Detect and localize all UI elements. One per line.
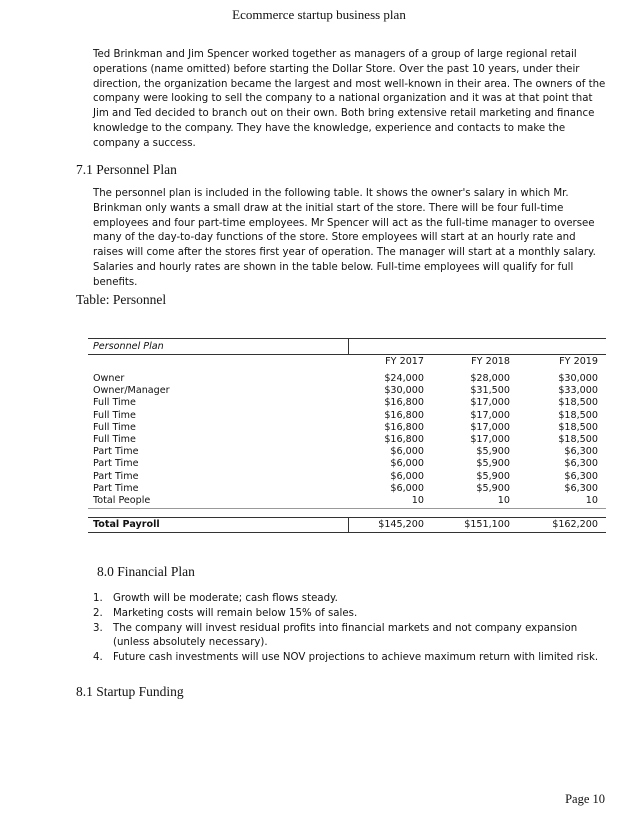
table-cell: $33,000 [558,385,598,397]
total-payroll-fy2019: $162,200 [552,519,598,530]
table-cell: $28,000 [470,373,510,384]
table-cell: $18,500 [558,434,598,445]
table-cell: $6,000 [390,446,424,458]
list-item-number: 2. [93,607,103,619]
table-caption: Table: Personnel [76,292,167,307]
list-item-number: 3. [93,622,103,634]
table-cell: $16,800 [384,434,424,445]
column-header-fy2017: FY 2017 [385,356,424,367]
table-total-top-rule [88,517,606,518]
total-payroll-fy2018: $151,100 [464,519,510,530]
total-payroll-label: Total Payroll [93,519,160,530]
table-cell: $5,900 [476,458,510,470]
list-item-text: Growth will be moderate; cash flows steady. [113,593,338,604]
table-cell: $6,300 [564,470,598,482]
table-row-label: Full Time [93,409,136,421]
personnel-plan-heading: 7.1 Personnel Plan [76,162,177,177]
table-title-rule [88,354,606,355]
table-cell: $18,500 [558,409,598,421]
total-payroll-fy2017: $145,200 [378,519,424,530]
table-row-label: Owner [93,373,125,384]
table-title: Personnel Plan [93,341,164,352]
table-cell: $6,000 [390,470,424,482]
list-item [93,592,608,607]
list-item-text: Marketing costs will remain below 15% of sales. [113,607,358,619]
table-cell: $17,000 [470,421,510,433]
list-item-text: Future cash investments will use NOV projections to achieve maximum return with limited risk. [113,652,599,664]
table-cell: $6,300 [564,458,598,470]
list-item [93,622,608,652]
table-cell: $6,000 [390,482,424,494]
table-cell: 10 [585,495,598,506]
column-header-fy2019: FY 2019 [559,356,598,367]
table-cell: $24,000 [384,373,424,384]
financial-plan-heading: 8.0 Financial Plan [97,564,195,579]
table-cell: $31,500 [470,385,510,397]
table-cell: $6,300 [564,482,598,494]
table-cell: $6,000 [390,458,424,470]
table-cell: $18,500 [558,421,598,433]
table-title-divider [348,338,349,354]
table-cell: 10 [497,495,510,506]
intro-paragraph: Ted Brinkman and Jim Spencer worked together as managers of a group of large regional retail operations (name omitted) before starting the Dollar Store. Over the past 10 years, under their direction, the organization became the largest and most well-known in their area. The owners of the company were looking to sell the company to a national organization and it was at that point that Jim and Ted decided to branch out on their own. Both bring extensive retail marketing and finance knowledge to the company. They have the knowledge, experience and contacts to make the company a success. [93,49,606,149]
table-row-label: Part Time [93,482,139,494]
table-cell: $17,000 [470,434,510,445]
table-bottom-rule [88,532,606,533]
column-header-fy2018: FY 2018 [471,356,510,367]
table-cell: $18,500 [558,397,598,409]
table-cell: $17,000 [470,409,510,421]
startup-funding-heading: 8.1 Startup Funding [76,684,184,699]
table-cell: $16,800 [384,397,424,409]
table-row-label: Total People [93,495,151,506]
page-header-title: Ecommerce startup business plan [232,7,406,22]
table-separator-rule [88,508,606,509]
table-cell: $16,800 [384,421,424,433]
table-row-label: Part Time [93,470,139,482]
table-cell: $5,900 [476,482,510,494]
list-item-number: 1. [93,593,103,604]
table-row-label: Owner/Manager [93,385,170,397]
financial-plan-list [93,592,608,666]
table-cell: $16,800 [384,409,424,421]
list-item [93,607,608,622]
list-item-number: 4. [93,652,103,664]
table-row-label: Part Time [93,458,139,470]
list-item-text: The company will invest residual profits into financial markets and not company expansion (unless absolutely necessary). [113,622,578,649]
table-cell: $17,000 [470,397,510,409]
table-cell: $6,300 [564,446,598,458]
list-item [93,651,608,666]
table-row-label: Full Time [93,421,136,433]
table-row-label: Full Time [93,397,136,409]
table-row-label: Full Time [93,434,136,445]
table-cell: $5,900 [476,470,510,482]
table-top-rule [88,338,606,339]
page-number: Page 10 [565,792,605,806]
personnel-plan-paragraph: The personnel plan is included in the following table. It shows the owner's salary in which Mr. Brinkman only wants a small draw at the initial start of the store. There will be four full-time employees and four part-time employees. Mr Spencer will act as the full-time manager to oversee many of the day-to-day functions of the store. Store employees will start at an hourly rate and raises will come after the stores first year of operation. The manager will start at a monthly salary. Salaries and hourly rates are shown in the table below. Full-time employees will qualify for full benefits. [93,188,596,288]
table-cell: $5,900 [476,446,510,458]
table-cell: $30,000 [558,373,598,384]
table-cell: $30,000 [384,385,424,397]
personnel-plan-table [88,336,606,536]
table-cell: 10 [411,495,424,506]
table-row-label: Part Time [93,446,139,458]
